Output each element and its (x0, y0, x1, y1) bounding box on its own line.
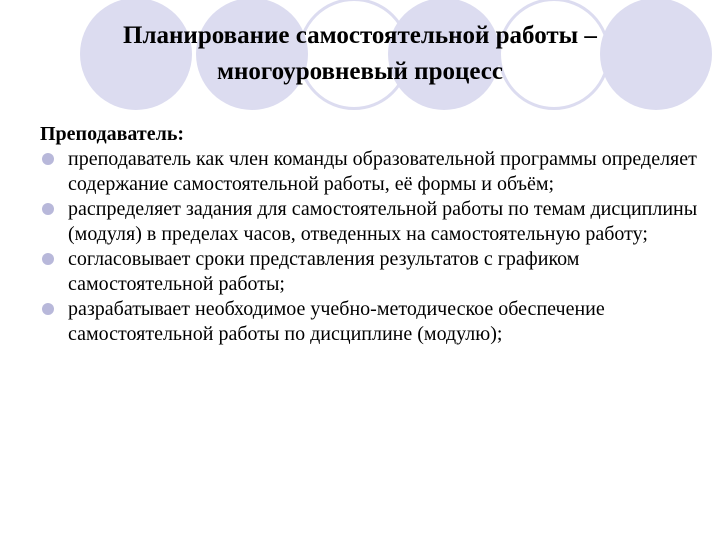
list-item-text: разрабатывает необходимое учебно-методическое обеспечение самостоятельной работы по дисциплине (модулю); (68, 298, 605, 345)
slide-title (60, 18, 660, 90)
slide-title-line-1: Планирование самостоятельной работы – (123, 22, 597, 49)
list-item-text: согласовывает сроки представления результатов с графиком самостоятельной работы; (68, 248, 580, 295)
slide-title-line-2: многоуровневый процесс (217, 58, 503, 85)
bullet-icon (42, 253, 54, 265)
list-item-text: распределяет задания для самостоятельной работы по темам дисциплины (модуля) в пределах часов, отведенных на самостоятельную работу; (68, 198, 698, 245)
list-item (40, 197, 700, 247)
bullet-icon (42, 153, 54, 165)
slide-body (40, 122, 700, 347)
bullet-icon (42, 203, 54, 215)
bullet-icon (42, 303, 54, 315)
bullet-list (40, 147, 700, 347)
list-item-text: преподаватель как член команды образовательной программы определяет содержание самостоятельной работы, её формы и объём; (68, 148, 697, 195)
list-item (40, 247, 700, 297)
section-heading: Преподаватель: (40, 123, 185, 145)
list-item (40, 147, 700, 197)
list-item (40, 297, 700, 347)
